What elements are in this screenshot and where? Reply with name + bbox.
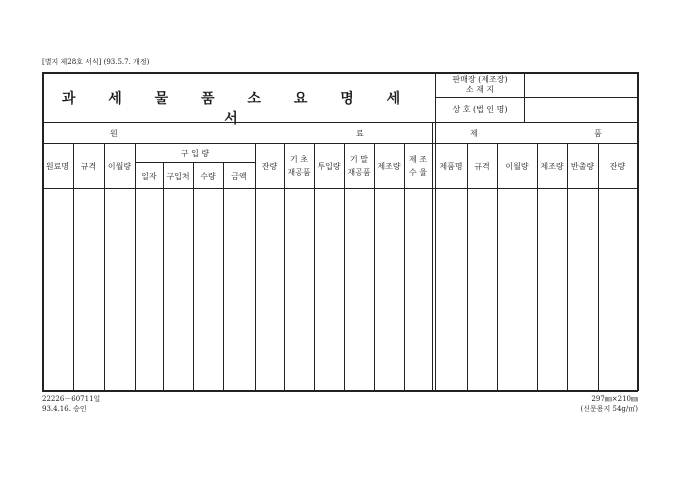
col-material-balance: 잔량: [261, 162, 278, 171]
col-product-production-qty: 제조량: [540, 162, 564, 171]
seller-label-line1: 판매장 (제조장): [452, 75, 508, 84]
col-yield-line2: 수 율: [409, 168, 427, 177]
col-material-carry-over: 이월량: [107, 162, 132, 171]
col-product-spec: 규격: [474, 162, 490, 171]
col-material-spec: 규격: [80, 162, 97, 171]
col-ending-wip-line1: 기 말: [350, 155, 368, 164]
col-initial-wip-line1: 기 초: [290, 155, 308, 164]
section-product-left: 제: [470, 129, 478, 138]
col-product-balance: 잔량: [609, 162, 626, 171]
footer-paper-size: 297㎜×210㎜: [591, 395, 638, 403]
seller-label-line2: 소 재 지: [465, 85, 495, 94]
col-input-qty: 투입량: [317, 162, 341, 171]
section-product-right: 품: [594, 129, 602, 138]
col-material-name: 원료명: [45, 162, 70, 171]
col-ending-wip-line2: 재공품: [347, 168, 371, 177]
form-code: [별지 제28호 서식] (93.5.7. 개정): [42, 58, 150, 66]
document-title: 과 세 물 품 소 요 명 세 서: [61, 91, 415, 127]
col-product-carry-over: 이월량: [505, 162, 529, 171]
col-purchase-date: 일자: [141, 172, 157, 181]
section-material-right: 료: [356, 129, 364, 138]
col-purchase-amount: 금액: [231, 172, 247, 181]
footer-paper-type: (신문용지 54g/㎡): [580, 405, 638, 413]
col-product-name: 제품명: [439, 162, 463, 171]
col-material-production-qty: 제조량: [377, 162, 401, 171]
col-purchase-from: 구입처: [166, 172, 190, 181]
col-initial-wip-line2: 재공품: [287, 168, 311, 177]
col-yield-line1: 제 조: [409, 155, 427, 164]
col-purchase-qty: 수량: [200, 172, 216, 181]
section-material-left: 원: [110, 129, 118, 138]
col-product-shipment-qty: 반출량: [570, 162, 595, 171]
footer-approval: 93.4.16. 승인: [42, 405, 87, 413]
company-label: 상 호 (법 인 명): [452, 105, 508, 114]
footer-doc-no: 22226－60711일: [42, 395, 101, 403]
col-purchase-group: 구 입 량: [180, 149, 210, 158]
